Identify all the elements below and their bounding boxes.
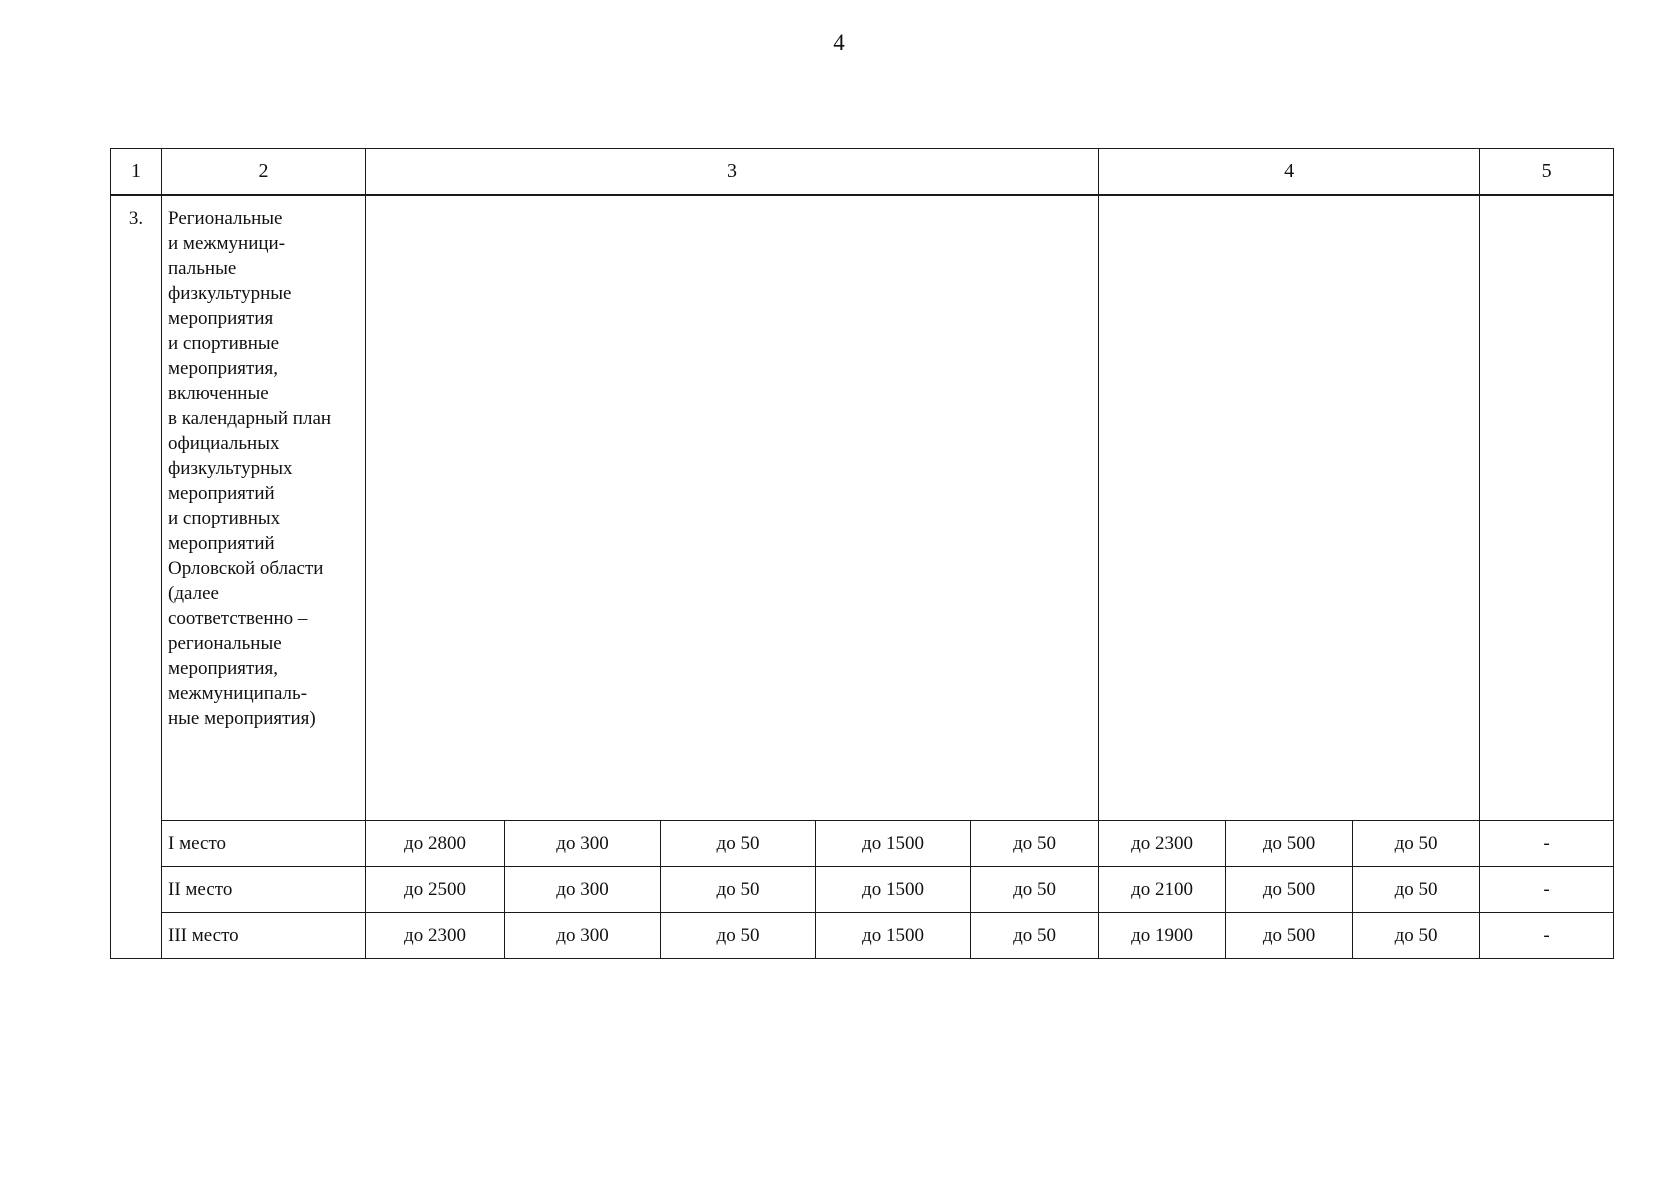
description-row	[111, 195, 1614, 821]
value-cell: до 2300	[366, 913, 505, 959]
value-cell: до 1500	[816, 821, 971, 867]
value-cell: -	[1480, 867, 1614, 913]
value-cell: до 2800	[366, 821, 505, 867]
page-number: 4	[833, 30, 845, 55]
value-cell: до 500	[1226, 821, 1353, 867]
description-line: и спортивных	[168, 508, 281, 529]
value-cell: до 500	[1226, 913, 1353, 959]
value-cell: -	[1480, 821, 1614, 867]
description-line: и межмуници-	[168, 233, 286, 254]
value-cell: до 50	[1353, 821, 1480, 867]
value-cell: до 300	[505, 821, 661, 867]
empty-cell-col-5	[1480, 195, 1614, 821]
description-line: включенные	[168, 383, 269, 404]
description-line: мероприятия,	[168, 658, 278, 679]
value-cell: до 50	[661, 913, 816, 959]
value-cell: до 50	[1353, 913, 1480, 959]
value-cell: до 50	[971, 913, 1099, 959]
row-number: 3.	[111, 195, 162, 959]
header-col-4: 4	[1099, 149, 1480, 196]
value-cell: до 1900	[1099, 913, 1226, 959]
place-label: III место	[162, 913, 366, 959]
description-line: ные мероприятия)	[168, 708, 316, 729]
value-cell: до 2300	[1099, 821, 1226, 867]
description-line: мероприятия,	[168, 358, 278, 379]
description-line: региональные	[168, 633, 282, 654]
value-cell: до 50	[1353, 867, 1480, 913]
value-cell: до 1500	[816, 913, 971, 959]
value-cell: до 500	[1226, 867, 1353, 913]
description-line: мероприятий	[168, 533, 275, 554]
description-line: соответственно –	[168, 608, 308, 629]
description-line: физкультурные	[168, 283, 292, 304]
value-cell: до 300	[505, 867, 661, 913]
value-cell: до 50	[971, 867, 1099, 913]
description-line: в календарный план	[168, 408, 332, 429]
value-cell: до 2100	[1099, 867, 1226, 913]
header-col-5: 5	[1480, 149, 1614, 196]
row-description	[162, 195, 366, 821]
value-cell: до 2500	[366, 867, 505, 913]
description-line: пальные	[168, 258, 237, 279]
description-line: и спортивные	[168, 333, 280, 354]
value-cell: до 300	[505, 913, 661, 959]
place-label: II место	[162, 867, 366, 913]
description-line: физкультурных	[168, 458, 293, 479]
empty-cell-col-4	[1099, 195, 1480, 821]
description-line: Региональные	[168, 208, 283, 229]
header-row	[111, 149, 1614, 196]
header-col-3: 3	[366, 149, 1099, 196]
place-label: I место	[162, 821, 366, 867]
empty-cell-col-3	[366, 195, 1099, 821]
value-cell: -	[1480, 913, 1614, 959]
description-line: Орловской области	[168, 558, 324, 579]
table-row	[111, 821, 1614, 867]
value-cell: до 50	[971, 821, 1099, 867]
description-line: мероприятия	[168, 308, 274, 329]
header-col-2: 2	[162, 149, 366, 196]
description-line: (далее	[168, 583, 219, 604]
header-col-1: 1	[111, 149, 162, 196]
table-row	[111, 913, 1614, 959]
description-line: мероприятий	[168, 483, 275, 504]
description-line: официальных	[168, 433, 280, 454]
data-table	[110, 148, 1614, 959]
table-row	[111, 867, 1614, 913]
value-cell: до 50	[661, 867, 816, 913]
value-cell: до 50	[661, 821, 816, 867]
description-line: межмуниципаль-	[168, 683, 308, 704]
value-cell: до 1500	[816, 867, 971, 913]
